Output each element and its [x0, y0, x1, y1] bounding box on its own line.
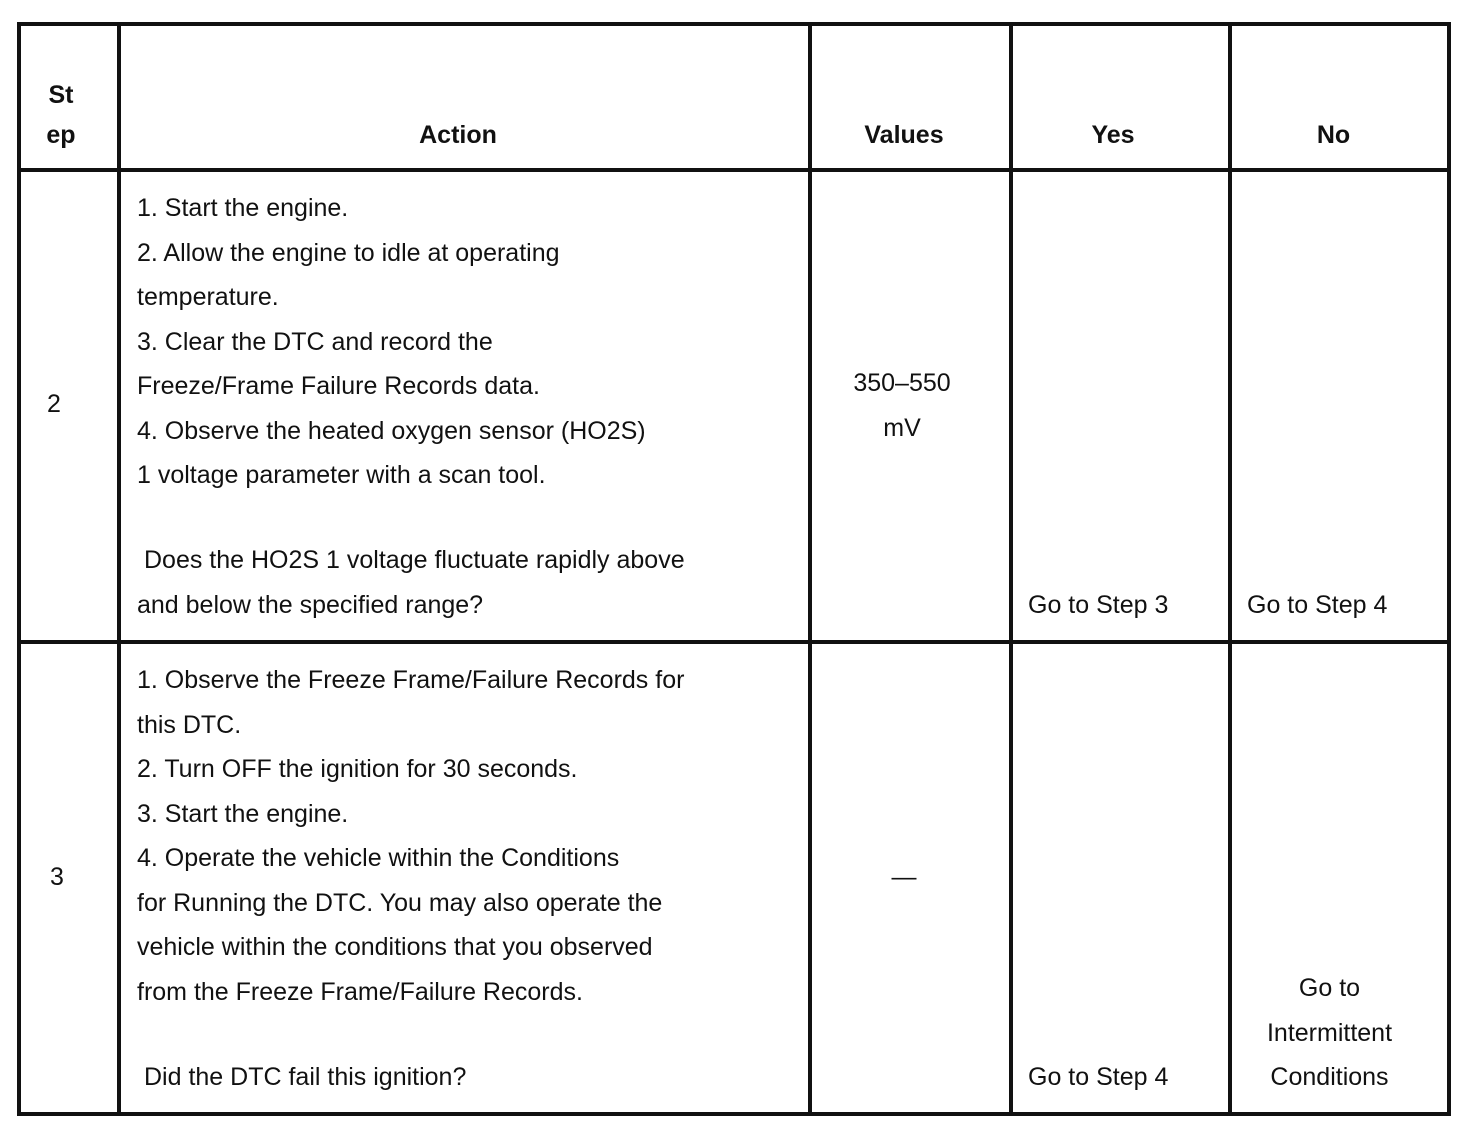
action-line: 3. Clear the DTC and record the: [137, 327, 493, 356]
column-divider-step-action: [117, 22, 121, 1116]
header-divider: [17, 168, 1451, 172]
question-line: and below the specified range?: [137, 590, 484, 619]
action-line: Freeze/Frame Failure Records data.: [137, 372, 540, 400]
values-line: 350–550: [853, 369, 951, 397]
header-no: No: [1316, 121, 1351, 149]
no-cell: [1247, 583, 1387, 628]
action-line: 1. Start the engine.: [137, 194, 349, 222]
row-step-number: 3: [50, 863, 64, 891]
no-cell: [1232, 966, 1427, 1100]
row-step-number: 2: [47, 390, 61, 418]
header-yes: Yes: [1091, 121, 1135, 149]
header-step-line2: ep: [46, 121, 76, 149]
action-line: 3. Start the engine.: [137, 799, 349, 828]
question-line: Does the HO2S 1 voltage fluctuate rapidly above: [144, 546, 685, 574]
action-question: [137, 538, 685, 627]
header-step-line1: St: [48, 81, 74, 109]
action-line: 4. Operate the vehicle within the Conditions: [137, 844, 620, 872]
action-line: vehicle within the conditions that you observed: [137, 933, 653, 961]
no-line: Intermittent: [1266, 1018, 1393, 1047]
header-values: Values: [864, 121, 944, 149]
table-right-border: [1447, 22, 1451, 1116]
action-line: temperature.: [137, 283, 279, 311]
action-line: 2. Allow the engine to idle at operating: [137, 238, 560, 267]
no-line: Go to Step 4: [1247, 591, 1388, 619]
action-question: [137, 1055, 466, 1100]
row-divider: [17, 640, 1451, 644]
action-steps: [137, 186, 646, 498]
action-line: for Running the DTC. You may also operate the: [137, 888, 663, 917]
action-line: from the Freeze Frame/Failure Records.: [137, 977, 583, 1006]
action-line: 1. Observe the Freeze Frame/Failure Records for: [137, 666, 685, 694]
values-line: mV: [883, 413, 921, 442]
action-steps: [137, 658, 684, 1014]
action-line: 1 voltage parameter with a scan tool.: [137, 461, 546, 489]
action-line: 2. Turn OFF the ignition for 30 seconds.: [137, 755, 578, 783]
table-left-border: [17, 22, 21, 1116]
action-line: this DTC.: [137, 710, 242, 739]
no-line: Go to: [1298, 974, 1361, 1002]
values-line: —: [891, 863, 917, 891]
column-divider-action-values: [808, 22, 812, 1116]
table-top-border: [17, 22, 1451, 26]
header-action: Action: [419, 121, 497, 149]
header-step: [21, 75, 101, 155]
column-divider-values-yes: [1009, 22, 1013, 1116]
yes-cell: Go to Step 3: [1028, 591, 1169, 619]
action-line: 4. Observe the heated oxygen sensor (HO2S): [137, 416, 646, 445]
column-divider-yes-no: [1228, 22, 1232, 1116]
table-bottom-border: [17, 1112, 1451, 1116]
yes-cell: Go to Step 4: [1028, 1063, 1169, 1091]
values-cell: [812, 361, 992, 450]
values-cell: [812, 855, 996, 900]
question-line: Did the DTC fail this ignition?: [144, 1063, 467, 1091]
no-line: Conditions: [1270, 1063, 1389, 1091]
